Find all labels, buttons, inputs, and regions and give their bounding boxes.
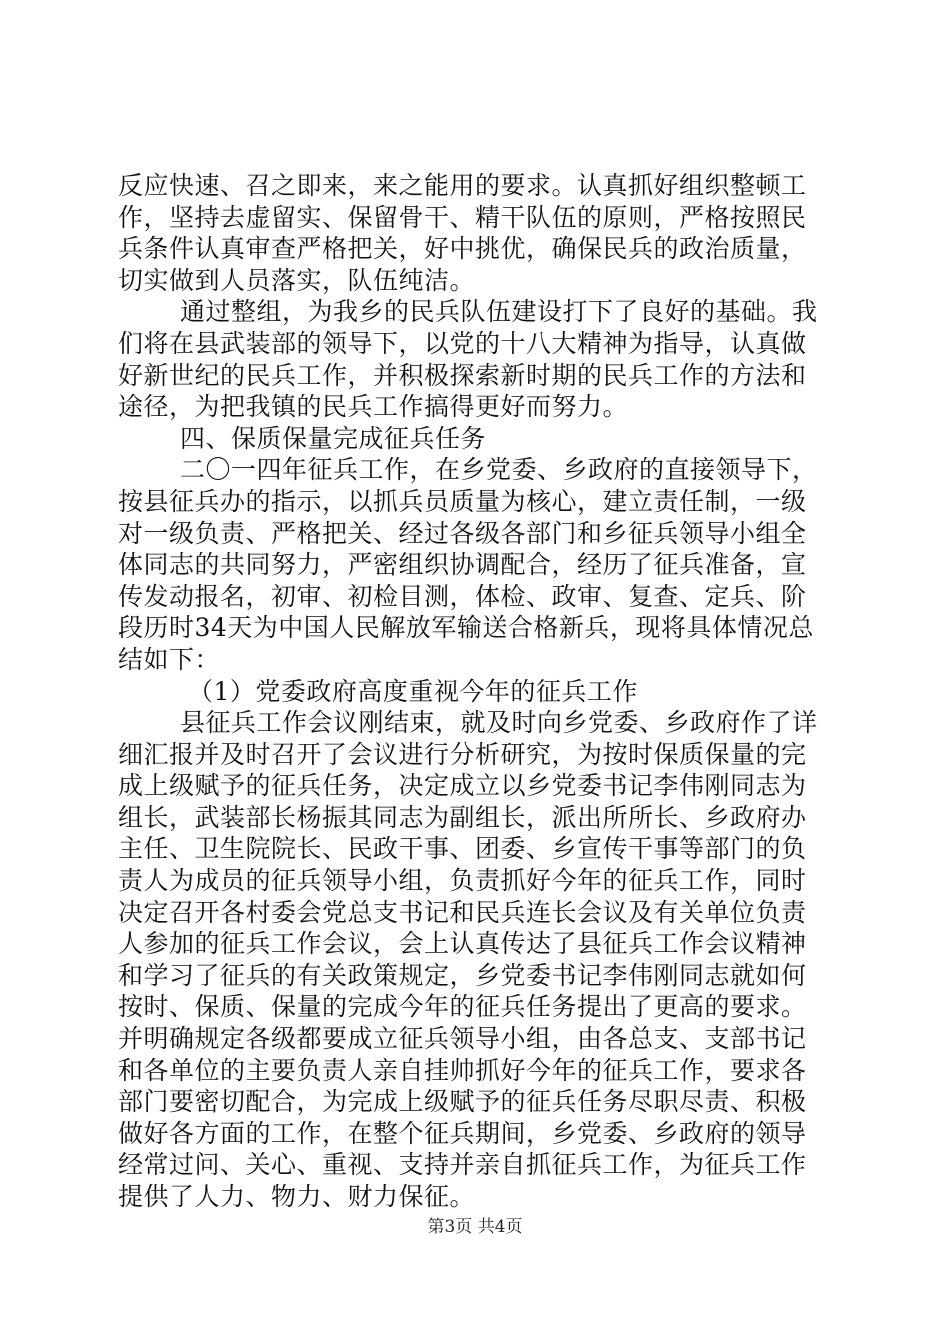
text-line: 兵条件认真审查严格把关，好中挑优，确保民兵的政治质量， xyxy=(118,234,807,264)
paragraph-first-line: 县征兵工作会议刚结束，就及时向乡党委、乡政府作了详 xyxy=(180,708,818,738)
text-line: 和各单位的主要负责人亲自挂帅抓好今年的征兵工作，要求各 xyxy=(118,1055,807,1085)
text-line: 作，坚持去虚留实、保留骨干、精干队伍的原则，严格按照民 xyxy=(118,202,807,232)
text-line: 主任、卫生院院长、民政干事、团委、乡宣传干事等部门的负 xyxy=(118,834,807,864)
text-line: 切实做到人员落实，队伍纯洁。 xyxy=(118,265,476,295)
text-line: 决定召开各村委会党总支书记和民兵连长会议及有关单位负责 xyxy=(118,897,807,927)
text-line: 们将在县武装部的领导下，以党的十八大精神为指导，认真做 xyxy=(118,328,807,358)
text-line: 按县征兵办的指示，以抓兵员质量为核心，建立责任制，一级 xyxy=(118,486,807,516)
text-line: 途径，为把我镇的民兵工作搞得更好而努力。 xyxy=(118,392,629,422)
text-line: 部门要密切配合，为完成上级赋予的征兵任务尽职尽责、积极 xyxy=(118,1087,807,1117)
section-heading: 四、保质保量完成征兵任务 xyxy=(180,423,487,453)
text-line: 体同志的共同努力，严密组织协调配合，经历了征兵准备，宣 xyxy=(118,550,807,580)
text-line: 人参加的征兵工作会议，会上认真传达了县征兵工作会议精神 xyxy=(118,929,807,959)
text-line: 和学习了征兵的有关政策规定，乡党委书记李伟刚同志就如何 xyxy=(118,960,807,990)
page-footer xyxy=(0,1216,950,1238)
text-line: 提供了人力、物力、财力保征。 xyxy=(118,1182,476,1211)
paragraph-first-line: 二〇一四年征兵工作，在乡党委、乡政府的直接领导下， xyxy=(180,455,818,485)
paragraph-first-line: 通过整组，为我乡的民兵队伍建设打下了良好的基础。我 xyxy=(180,297,818,327)
text-line: 反应快速、召之即来，来之能用的要求。认真抓好组织整顿工 xyxy=(118,171,807,200)
text-line: 责人为成员的征兵领导小组，负责抓好今年的征兵工作，同时 xyxy=(118,866,807,896)
text-line: 结如下： xyxy=(118,644,221,674)
text-line: 做好各方面的工作，在整个征兵期间，乡党委、乡政府的领导 xyxy=(118,1118,807,1148)
text-line: 经常过问、关心、重视、支持并亲自抓征兵工作，为征兵工作 xyxy=(118,1150,807,1180)
text-line: 好新世纪的民兵工作，并积极探索新时期的民兵工作的方法和 xyxy=(118,360,807,390)
text-line: 对一级负责、严格把关、经过各级各部门和乡征兵领导小组全 xyxy=(118,518,807,548)
page-number: 第3页 共4页 xyxy=(427,1217,523,1237)
text-line: 并明确规定各级都要成立征兵领导小组，由各总支、支部书记 xyxy=(118,1024,807,1054)
text-line: 组长，武装部长杨振其同志为副组长，派出所所长、乡政府办 xyxy=(118,802,807,832)
text-line: 按时、保质、保量的完成今年的征兵任务提出了更高的要求。 xyxy=(118,992,807,1022)
body-text xyxy=(118,170,833,1213)
text-line: 细汇报并及时召开了会议进行分析研究，为按时保质保量的完 xyxy=(118,739,807,769)
subsection-heading: （1）党委政府高度重视今年的征兵工作 xyxy=(188,676,638,706)
text-line: 成上级赋予的征兵任务，决定成立以乡党委书记李伟刚同志为 xyxy=(118,771,807,801)
text-line: 传发动报名，初审、初检目测，体检、政审、复查、定兵、阶 xyxy=(118,581,807,611)
text-line: 段历时34天为中国人民解放军输送合格新兵，现将具体情况总 xyxy=(118,613,814,643)
